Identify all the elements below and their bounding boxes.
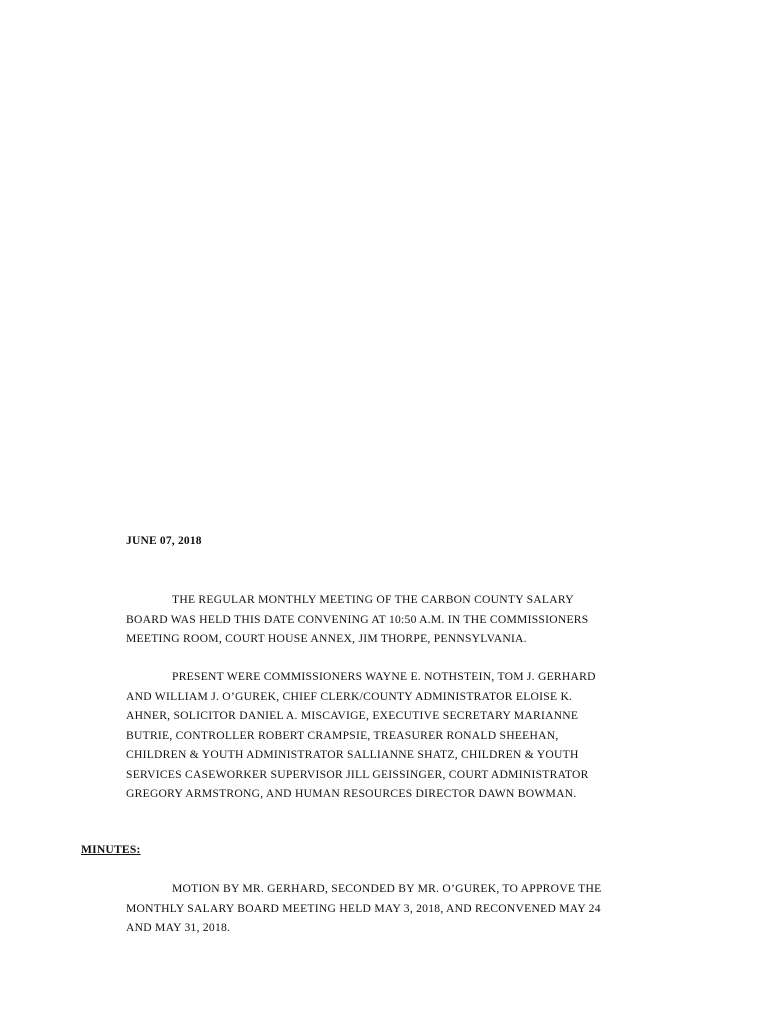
paragraph-line: MEETING ROOM, COURT HOUSE ANNEX, JIM THORPE, PENNSYLVANIA. <box>126 632 527 645</box>
minutes-motion-paragraph <box>126 879 696 938</box>
paragraph-line: SERVICES CASEWORKER SUPERVISOR JILL GEISSINGER, COURT ADMINISTRATOR <box>126 767 589 781</box>
paragraph-line: CHILDREN & YOUTH ADMINISTRATOR SALLIANNE SHATZ, CHILDREN & YOUTH <box>126 748 579 761</box>
paragraph-line: GREGORY ARMSTRONG, AND HUMAN RESOURCES DIRECTOR DAWN BOWMAN. <box>126 787 577 800</box>
meeting-intro-paragraph <box>126 590 696 649</box>
paragraph-line: AHNER, SOLICITOR DANIEL A. MISCAVIGE, EXECUTIVE SECRETARY MARIANNE <box>126 709 579 722</box>
paragraph-line: AND MAY 31, 2018. <box>126 921 231 934</box>
meeting-date: JUNE 07, 2018 <box>126 535 202 547</box>
paragraph-line: MONTHLY SALARY BOARD MEETING HELD MAY 3, 2018, AND RECONVENED MAY 24 <box>126 901 601 915</box>
paragraph-line: PRESENT WERE COMMISSIONERS WAYNE E. NOTHSTEIN, TOM J. GERHARD <box>172 670 596 683</box>
minutes-heading: MINUTES: <box>81 843 141 856</box>
paragraph-line: BUTRIE, CONTROLLER ROBERT CRAMPSIE, TREASURER RONALD SHEEHAN, <box>126 728 559 742</box>
attendees-paragraph <box>126 667 696 804</box>
paragraph-line: THE REGULAR MONTHLY MEETING OF THE CARBON COUNTY SALARY <box>172 593 574 606</box>
paragraph-line: BOARD WAS HELD THIS DATE CONVENING AT 10:50 A.M. IN THE COMMISSIONERS <box>126 612 589 626</box>
paragraph-line: MOTION BY MR. GERHARD, SECONDED BY MR. O’GUREK, TO APPROVE THE <box>172 882 602 895</box>
paragraph-line: AND WILLIAM J. O’GUREK, CHIEF CLERK/COUNTY ADMINISTRATOR ELOISE K. <box>126 689 573 703</box>
